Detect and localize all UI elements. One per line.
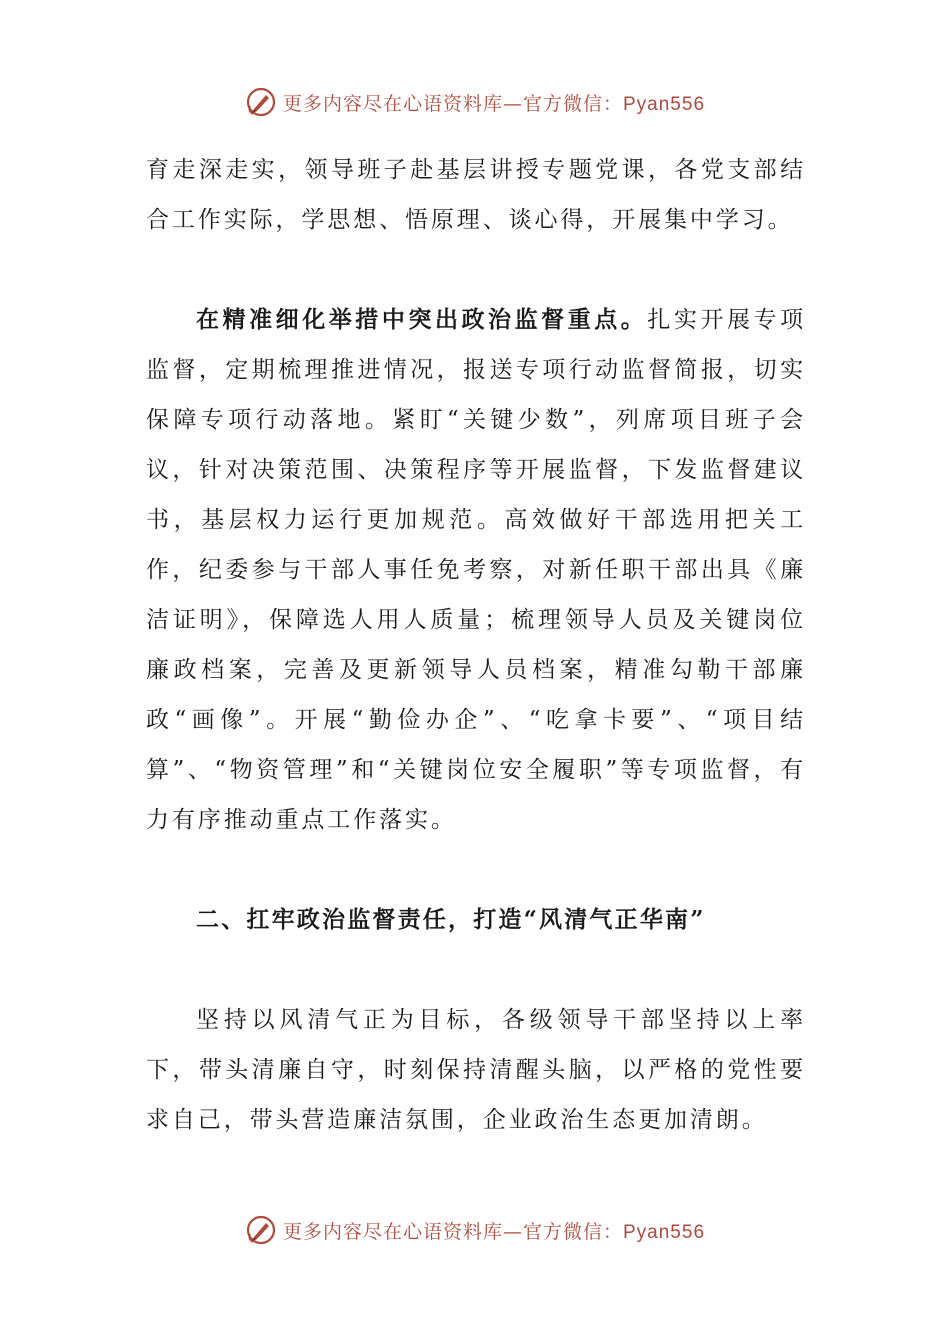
paragraph-clean-ecology: 坚持以风清气正为目标，各级领导干部坚持以上率下，带头清廉自守，时刻保持清醒头脑，以严格的党性要求自己，带头营造廉洁氛围，企业政治生态更加清朗。 [146, 1007, 806, 1133]
watermark-text [283, 1217, 705, 1244]
paragraph-supervision-focus [146, 295, 806, 845]
watermark-prefix: 更多内容尽在心语资料库—官方微信： [282, 92, 623, 115]
watermark-prefix: 更多内容尽在心语资料库—官方微信： [282, 1220, 623, 1243]
paragraph-lead-sentence: 在精准细化举措中突出政治监督重点。 [196, 306, 648, 333]
paragraph-spacer [146, 245, 806, 295]
paragraph-spacer [146, 845, 806, 895]
document-body [146, 145, 806, 1145]
watermark-wechat-id: Pyan556 [623, 1221, 706, 1243]
footer-watermark [0, 1208, 950, 1252]
pen-logo-icon [245, 86, 277, 118]
watermark-wechat-id: Pyan556 [623, 93, 706, 115]
header-watermark [0, 80, 950, 124]
paragraph-spacer [146, 945, 806, 995]
paragraph-continuation: 育走深走实，领导班子赴基层讲授专题党课，各党支部结合工作实际，学思想、悟原理、谈心得，开展集中学习。 [146, 157, 806, 233]
pen-logo-icon [245, 1214, 277, 1246]
section-heading: 二、扛牢政治监督责任，打造“风清气正华南” [196, 906, 706, 933]
watermark-text [283, 89, 705, 116]
paragraph-body-text: 扎实开展专项监督，定期梳理推进情况，报送专项行动监督简报，切实保障专项行动落地。紧盯“关键少数”，列席项目班子会议，针对决策范围、决策程序等开展监督，下发监督建议书，基层权力运行更加规范。高效做好干部选用把关工作，纪委参与干部人事任免考察，对新任职干部出具《廉洁证明》，保障选人用人质量；梳理领导人员及关键岗位廉政档案，完善及更新领导人员档案，精准勾勒干部廉政“画像”。开展“勤俭办企”、“吃拿卡要”、“项目结算”、“物资管理”和“关键岗位安全履职”等专项监督，有力有序推动重点工作落实。 [146, 307, 806, 833]
